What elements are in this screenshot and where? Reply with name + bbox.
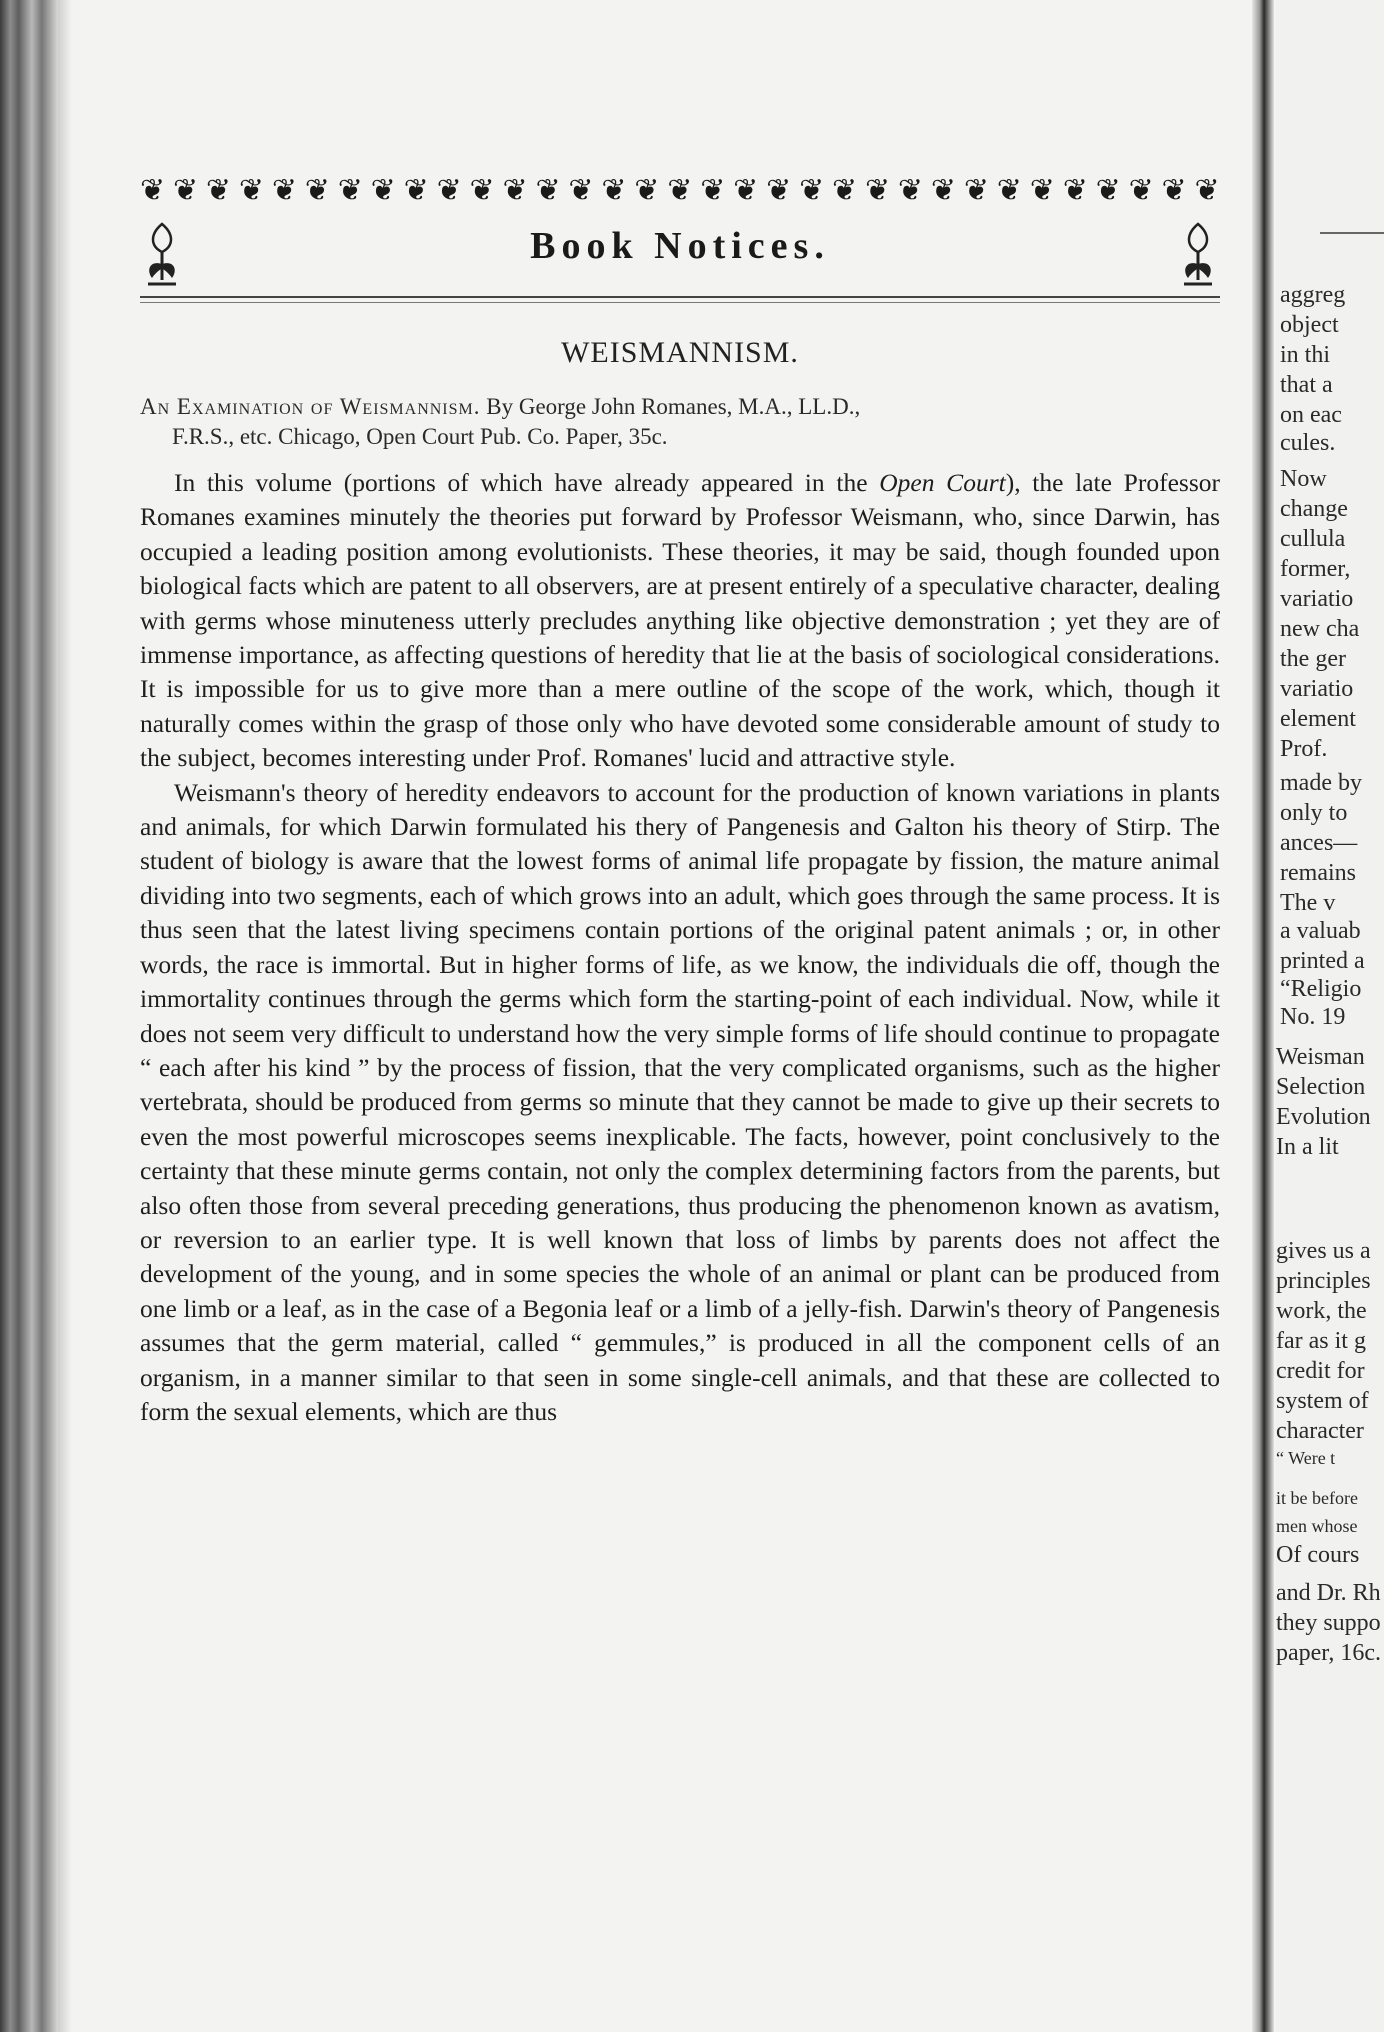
fleuron-icon: ❦ <box>469 173 495 208</box>
fleuron-icon: ❦ <box>1161 173 1187 208</box>
fleuron-icon: ❦ <box>1095 173 1121 208</box>
fleuron-icon: ❦ <box>436 173 462 208</box>
fleuron-icon: ❦ <box>832 173 858 208</box>
fleuron-icon: ❦ <box>1029 173 1055 208</box>
facing-page-line: they suppo <box>1276 1610 1381 1636</box>
article-title: WEISMANNISM. <box>561 336 799 369</box>
citation-author: By George John Romanes, M.A., LL.D., <box>486 394 861 419</box>
facing-page-line: No. 19 <box>1280 1004 1346 1030</box>
facing-page-line: In a lit <box>1276 1134 1339 1160</box>
facing-page-line: The v <box>1280 890 1336 916</box>
facing-page-line: object <box>1280 312 1339 338</box>
facing-page-line: “Religio <box>1280 976 1362 1002</box>
facing-page-line: ances— <box>1280 830 1358 856</box>
fleuron-right-icon <box>1176 220 1220 290</box>
facing-page-line: that a <box>1280 372 1333 398</box>
fleuron-icon: ❦ <box>568 173 594 208</box>
facing-page-line: made by <box>1280 770 1362 796</box>
fleuron-icon: ❦ <box>799 173 825 208</box>
facing-page-line: variatio <box>1280 586 1354 612</box>
facing-page-line: and Dr. Rh <box>1276 1580 1381 1606</box>
facing-page-line: far as it g <box>1276 1328 1366 1354</box>
facing-page <box>1276 0 1384 2032</box>
fleuron-icon: ❦ <box>403 173 429 208</box>
facing-page-line: cules. <box>1280 430 1336 456</box>
facing-page-line: aggreg <box>1280 282 1346 308</box>
fleuron-icon: ❦ <box>238 173 264 208</box>
facing-page-line: principles <box>1276 1268 1371 1294</box>
fleuron-icon: ❦ <box>140 173 166 208</box>
fleuron-icon: ❦ <box>535 173 561 208</box>
citation-book-title: An Examination of Weismannism. <box>140 394 481 419</box>
header-rule-thin <box>140 302 1220 303</box>
paragraph <box>140 466 1220 776</box>
page-edge-shadow <box>58 0 72 2032</box>
facing-page-line: character <box>1276 1418 1364 1444</box>
book-spine <box>0 0 58 2032</box>
section-title: Book Notices. <box>530 225 830 267</box>
facing-page-line: Selection <box>1276 1074 1366 1100</box>
fleuron-icon: ❦ <box>963 173 989 208</box>
fleuron-icon: ❦ <box>864 173 891 208</box>
facing-page-line: it be before <box>1276 1488 1358 1508</box>
fleuron-icon: ❦ <box>205 173 232 208</box>
journal-name: Open Court <box>879 468 1006 497</box>
fleuron-icon: ❦ <box>930 173 957 208</box>
fleuron-icon: ❦ <box>304 173 330 208</box>
facing-page-line: remains <box>1280 860 1356 886</box>
facing-page-line: system of <box>1276 1388 1369 1414</box>
fleuron-icon: ❦ <box>370 173 396 208</box>
fleuron-icon: ❦ <box>733 173 759 208</box>
fleuron-icon: ❦ <box>1194 173 1220 208</box>
facing-page-line: cullula <box>1280 526 1346 552</box>
paragraph-text: ), the late Professor Romanes examines minutely the theories put forward by Professor Weismann, who, since Darwin, has occupied a leading position among evolutionists. These theories, it may be said, though founded upon biological facts which are patent to all observers, are at present entirely of a speculative character, dealing with germs whose minuteness utterly precludes anything like objective demonstration ; yet they are of immense importance, as affecting questions of heredity that lie at the basis of sociological considerations. It is impossible for us to give more than a mere outline of the scope of the work, which, though it naturally comes within the grasp of those only who have devoted some considerable amount of study to the subject, becomes interesting under Prof. Romanes' lucid and attractive style. <box>140 468 1220 773</box>
section-header <box>140 214 1220 294</box>
facing-page-line: printed a <box>1280 948 1365 974</box>
facing-page-line: former, <box>1280 556 1351 582</box>
facing-page-line: a valuab <box>1280 918 1361 944</box>
facing-page-line: Evolution <box>1276 1104 1371 1130</box>
facing-page-line: work, the <box>1276 1298 1367 1324</box>
fleuron-icon: ❦ <box>634 173 660 208</box>
facing-page-line: change <box>1280 496 1348 522</box>
paragraph-text: In this volume (portions of which have already appeared in the <box>174 468 880 497</box>
facing-page-line: credit for <box>1276 1358 1365 1384</box>
facing-page-line: on eac <box>1280 402 1342 428</box>
fleuron-icon: ❦ <box>700 173 726 208</box>
fleuron-icon: ❦ <box>897 173 924 208</box>
facing-page-rule <box>1320 232 1384 234</box>
facing-page-line: Of cours <box>1276 1542 1360 1568</box>
fleuron-icon: ❦ <box>996 173 1022 208</box>
facing-page-line: “ Were t <box>1276 1448 1336 1468</box>
citation-details: F.R.S., etc. Chicago, Open Court Pub. Co. Paper, 35c. <box>172 424 668 449</box>
fleuron-icon: ❦ <box>172 173 199 208</box>
article-body <box>140 466 1220 1429</box>
fleuron-icon: ❦ <box>271 173 297 208</box>
facing-page-line: paper, 16c. <box>1276 1640 1381 1666</box>
facing-page-line: in thi <box>1280 342 1331 368</box>
fleuron-icon: ❦ <box>1062 173 1088 208</box>
fleuron-icon: ❦ <box>337 173 363 208</box>
facing-page-line: new cha <box>1280 616 1360 642</box>
facing-page-line: men whose <box>1276 1516 1358 1536</box>
facing-page-line: only to <box>1280 800 1348 826</box>
book-citation <box>140 392 1220 452</box>
facing-page-line: element <box>1280 706 1356 732</box>
facing-page-line: variatio <box>1280 676 1354 702</box>
facing-page-line: Prof. <box>1280 736 1328 762</box>
facing-page-line: the ger <box>1280 646 1346 672</box>
book-gutter <box>1252 0 1274 2032</box>
fleuron-icon: ❦ <box>766 173 792 208</box>
fleuron-icon: ❦ <box>502 173 528 208</box>
facing-page-line: Weisman <box>1276 1044 1365 1070</box>
facing-page-line: Now <box>1280 466 1327 492</box>
fleuron-icon: ❦ <box>667 173 693 208</box>
paragraph: Weismann's theory of heredity endeavors to account for the production of known variations in plants and animals, for which Darwin formulated his thery of Pangenesis and Galton his theory of Stirp. The student of biology is aware that the lowest forms of animal life propagate by fission, the mature animal dividing into two segments, each of which grows into an adult, which goes through the same process. It is thus seen that the latest living specimens contain portions of the original patent animals ; or, in other words, the race is immortal. But in higher forms of life, as we know, the individuals die off, though the immortality continues through the germs which form the starting-point of each individual. Now, while it does not seem very difficult to understand how the very simple forms of life should continue to propagate “ each after his kind ” by the process of fission, that the very complicated organisms, such as the higher vertebrata, should be produced from germs so minute that they cannot be made to give up their secrets to even the most powerful microscopes seems inexplicable. The facts, however, point conclusively to the certainty that these minute germs contain, not only the complex determining factors from the parents, but also often those from several preceding generations, thus producing the phenomenon known as avatism, or reversion to an earlier type. It is well known that loss of limbs by parents does not affect the development of the young, and in some species the whole of an animal or plant can be produced from one limb or a leaf, as in the case of a Begonia leaf or a limb of a jelly-fish. Darwin's theory of Pangenesis assumes that the germ material, called “ gemmules,” is produced in all the component cells of an organism, in a manner similar to that seen in some single-cell animals, and that these are collected to form the sexual elements, which are thus <box>140 777 1221 1426</box>
header-rule <box>140 296 1220 298</box>
fleuron-icon: ❦ <box>601 173 627 208</box>
facing-page-line: gives us a <box>1276 1238 1371 1264</box>
ornament-border <box>140 168 1220 214</box>
fleuron-icon: ❦ <box>1128 173 1154 208</box>
